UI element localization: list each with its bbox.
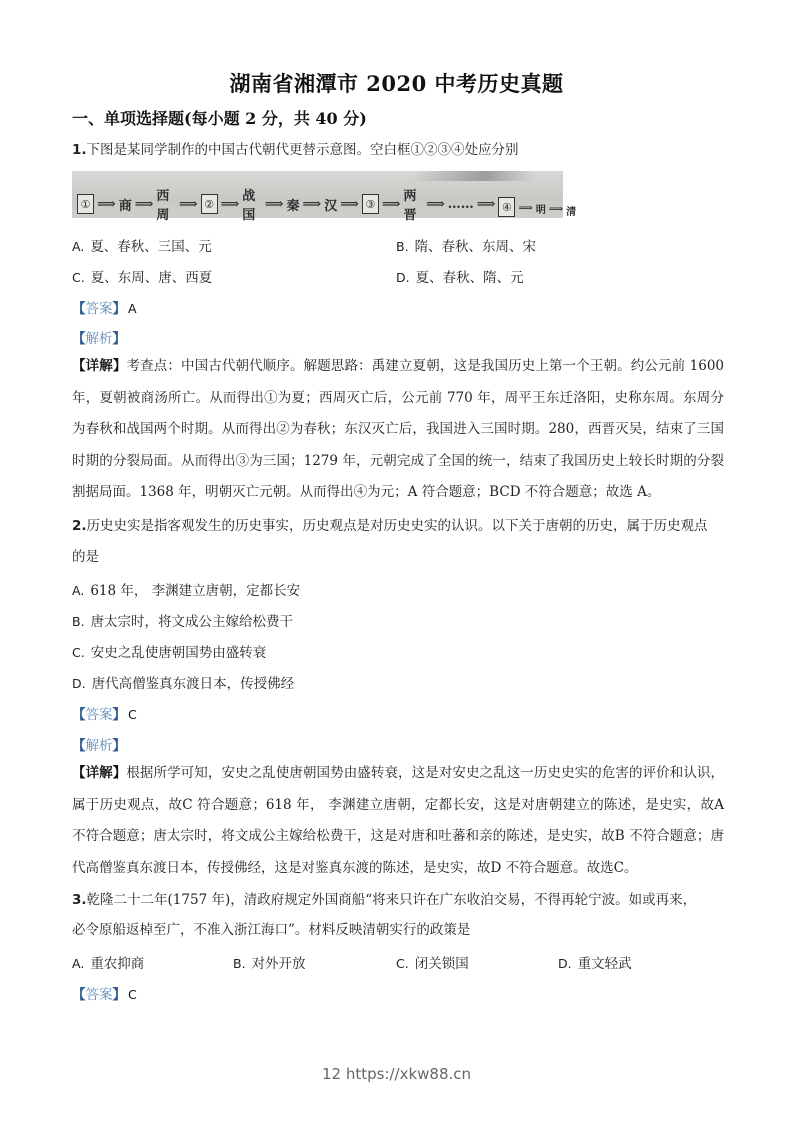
dynasty-label: 商 [118, 198, 132, 214]
dynasty-diagram [72, 171, 577, 223]
arrow-icon: ⟹ [264, 196, 284, 212]
page-footer: 12 https://xkw88.cn [321, 1065, 472, 1083]
question-3-option-a: A. 重农抑商 [72, 956, 145, 972]
question-2-option-d: D. 唐代高僧鉴真东渡日本，传授佛经 [72, 676, 295, 692]
arrow-icon: ⟹ [381, 196, 401, 212]
arrow-icon: ⟹ [340, 196, 359, 212]
dynasty-label: 两晋 [403, 189, 417, 223]
section-heading: 一、单项选择题(每小题 2 分，共 40 分) [72, 109, 367, 128]
dynasty-sequence [77, 185, 576, 223]
dynasty-label: 西周 [156, 189, 170, 223]
question-3-option-b: B. 对外开放 [233, 956, 306, 972]
question-number: 3. [72, 892, 87, 908]
question-1-option-a: A. 夏、春秋、三国、元 [72, 239, 212, 255]
ellipsis: …… [447, 196, 474, 212]
blank-box-2: ② [201, 194, 218, 214]
answer-value: A [128, 301, 137, 316]
question-1-stem: 1.下图是某同学制作的中国古代朝代更替示意图。空白框①②③④处应分别 [72, 142, 519, 158]
question-2-option-c: C. 安史之乱使唐朝国势由盛转衰 [72, 645, 267, 661]
blank-box-4: ④ [498, 197, 515, 217]
question-1-option-b: B. 隋、春秋、东周、宋 [396, 239, 537, 255]
page-title: 湖南省湘潭市 2020 中考历史真题 [229, 71, 564, 96]
dynasty-label: 明 [535, 204, 546, 216]
question-2-detail: 【详解】根据所学可知，安史之乱使唐朝国势由盛转衰，这是对安史之乱这一历史史实的危害的评价和认识，属于历史观点，故C 符合题意；618 年， 李渊建立唐朝，定都长安，这是对唐朝建立的陈述，是史实，故A 不符合题意；唐太宗时，将文成公主嫁给松费干，这是对唐和吐蕃和亲的陈述，是史实，故B 不符合题意；唐代高僧鉴真东渡日本，传授佛经，这是对鉴真东渡的陈述，是史实，故D 不符合题意。故选C。 [72, 765, 725, 876]
arrow-icon: ⟹ [220, 196, 240, 212]
question-3-stem-cont: 必令原船返棹至广，不准入浙江海口”。材料反映清朝实行的政策是 [72, 922, 471, 938]
arrow-icon: ⟹ [178, 196, 198, 212]
question-1-detail: 【详解】考查点：中国古代朝代顺序。解题思路：禹建立夏朝，这是我国历史上第一个王朝。约公元前 1600 年，夏朝被商汤所亡。从而得出①为夏；西周灭亡后，公元前 770 年，周平王东迁洛阳，史称东周。东周分为春秋和战国两个时期。从而得出②为春秋；东汉灭亡后，我国进入三国时期。280，西晋灭吴，结束了三国时期的分裂局面。从而得出③为三国；1279 年，元朝完成了全国的统一，结束了我国历史上较长时期的分裂割据局面。1368 年，明朝灭亡元朝。从而得出④为元；A 符合题意；BCD 不符合题意；故选 A。 [72, 358, 724, 500]
arrow-icon: ⟹ [426, 196, 445, 212]
question-2-option-a: A. 618 年， 李渊建立唐朝，定都长安 [72, 583, 301, 599]
dynasty-label: 战国 [242, 189, 256, 223]
question-3-option-d: D. 重文轻武 [558, 956, 632, 972]
photo-shadow [411, 171, 535, 181]
question-number: 1. [72, 142, 87, 158]
question-3-stem: 3.乾隆二十二年(1757 年)，清政府规定外国商船“将来只许在广东收泊交易，不得再轮宁波。如或再来， [72, 892, 697, 908]
arrow-icon: ⟹ [97, 196, 116, 212]
answer-value: C [128, 987, 137, 1002]
blank-box-1: ① [77, 194, 94, 214]
question-2-stem-cont: 的是 [72, 549, 99, 565]
question-1-answer: 【答案】 A [72, 301, 137, 317]
question-2-analysis-label: 【解析】 [72, 738, 126, 754]
question-2-option-b: B. 唐太宗时，将文成公主嫁给松费干 [72, 614, 294, 630]
question-number: 2. [72, 518, 87, 534]
dynasty-label: 清 [566, 206, 577, 218]
question-1-option-d: D. 夏、春秋、隋、元 [396, 270, 524, 286]
arrow-icon: ⟹ [476, 196, 496, 212]
question-2-answer: 【答案】 C [72, 707, 137, 723]
question-3-answer: 【答案】 C [72, 987, 137, 1003]
arrow-icon: ⟹ [302, 196, 322, 212]
answer-value: C [128, 707, 137, 722]
dynasty-label: 汉 [324, 198, 338, 214]
question-3-option-c: C. 闭关锁国 [396, 956, 469, 972]
arrow-icon: ⟹ [134, 196, 154, 212]
question-1-option-c: C. 夏、东周、唐、西夏 [72, 270, 213, 286]
question-1-analysis-label: 【解析】 [72, 331, 126, 347]
blank-box-3: ③ [362, 194, 379, 214]
question-2-stem: 2.历史史实是指客观发生的历史事实，历史观点是对历史史实的认识。以下关于唐朝的历史，属于历史观点 [72, 518, 708, 534]
arrow-icon: ⟹ [518, 202, 533, 214]
arrow-icon: ⟹ [548, 203, 564, 215]
dynasty-label: 秦 [286, 198, 300, 214]
